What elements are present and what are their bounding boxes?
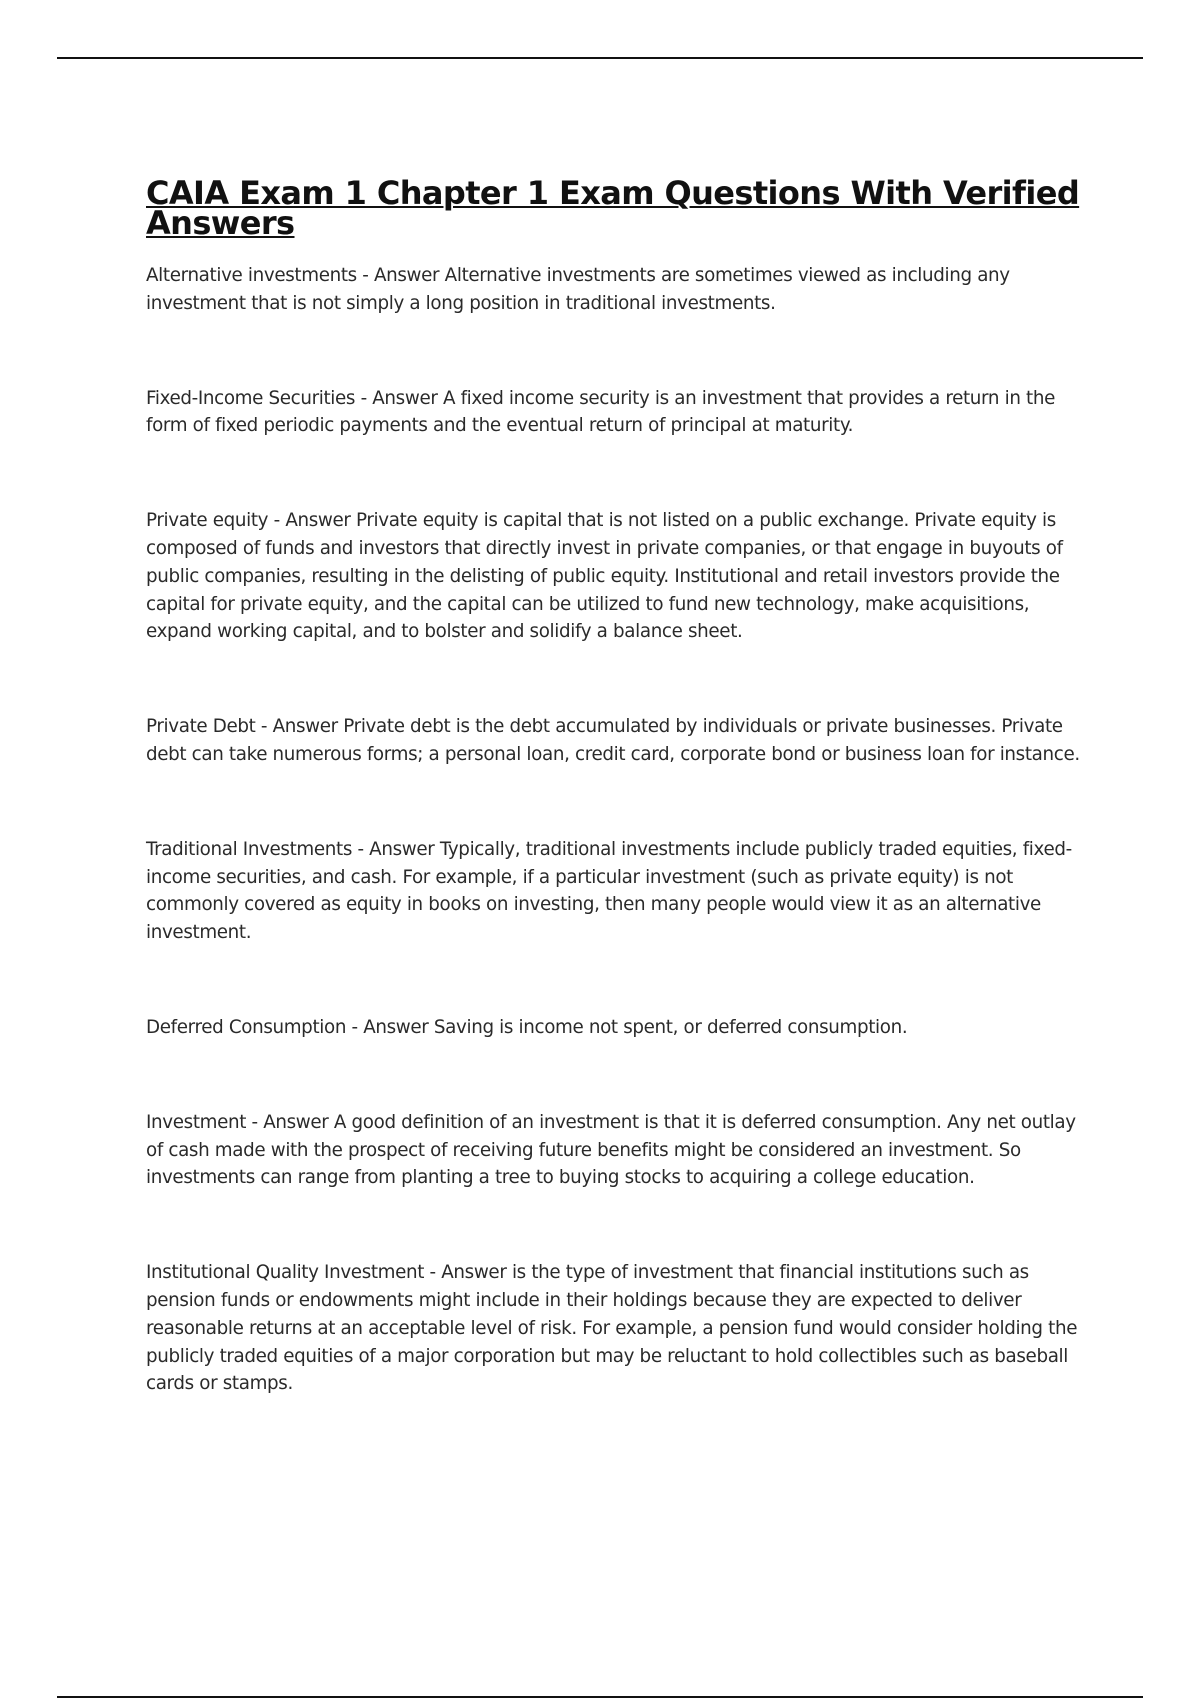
footer-rule <box>57 1696 1143 1698</box>
qa-entries <box>146 262 1086 1398</box>
qa-entry-fixed-income-securities: Fixed-Income Securities - Answer A fixed income security is an investment that provides a return in the form of fixed periodic payments and the eventual return of principal at maturity. <box>146 387 1055 437</box>
qa-entry-alternative-investments: Alternative investments - Answer Alternative investments are sometimes viewed as including any investment that is not simply a long position in traditional investments. <box>146 265 1010 314</box>
document-body <box>146 174 1086 1465</box>
document-title: CAIA Exam 1 Chapter 1 Exam Questions With Verified Answers <box>146 174 1080 242</box>
qa-entry-investment: Investment - Answer A good definition of an investment is that it is deferred consumption. Any net outlay of cash made with the prospect of receiving future benefits might be considered an investment. So investments can range from planting a tree to buying stocks to acquiring a college education. <box>146 1111 1076 1189</box>
qa-entry-traditional-investments: Traditional Investments - Answer Typically, traditional investments include publicly traded equities, fixed-income securities, and cash. For example, if a particular investment (such as private equity) is not commonly covered as equity in books on investing, then many people would view it as an alternative investment. <box>146 838 1072 944</box>
qa-entry-private-equity: Private equity - Answer Private equity is capital that is not listed on a public exchange. Private equity is composed of funds and investors that directly invest in private companies, or that engage in buyouts of public companies, resulting in the delisting of public equity. Institutional and retail investors provide the capital for private equity, and the capital can be utilized to fund new technology, make acquisitions, expand working capital, and to bolster and solidify a balance sheet. <box>146 510 1063 643</box>
qa-entry-institutional-quality-investment: Institutional Quality Investment - Answer is the type of investment that financial institutions such as pension funds or endowments might include in their holdings because they are expected to deliver reasonable returns at an acceptable level of risk. For example, a pension fund would consider holding the publicly traded equities of a major corporation but may be reluctant to hold collectibles such as baseball cards or stamps. <box>146 1262 1078 1395</box>
header-rule <box>57 57 1143 59</box>
qa-entry-deferred-consumption: Deferred Consumption - Answer Saving is income not spent, or deferred consumption. <box>146 1016 908 1038</box>
qa-entry-private-debt: Private Debt - Answer Private debt is the debt accumulated by individuals or private businesses. Private debt can take numerous forms; a personal loan, credit card, corporate bond or business loan for instance. <box>146 716 1080 765</box>
